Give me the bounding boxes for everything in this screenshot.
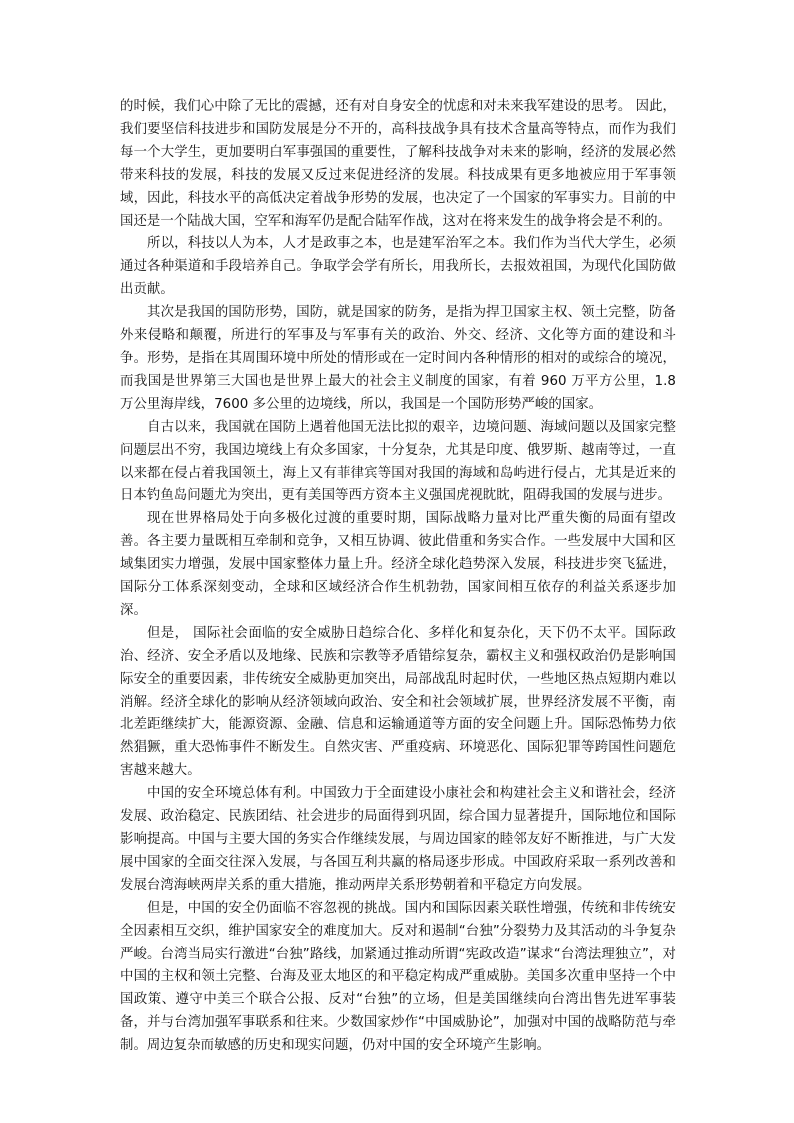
paragraph: 但是， 国际社会面临的安全威胁日趋综合化、多样化和复杂化，天下仍不太平。国际政治、经济、安全矛盾以及地缘、民族和宗教等矛盾错综复杂，霸权主义和强权政治仍是影响国际安全的重要因素，非传统安全威胁更加突出，局部战乱时起时伏，一些地区热点短期内难以消解。经济全球化的影响从经济领域向政治、安全和社会领域扩展，世界经济发展不平衡，南北差距继续扩大，能源资源、金融、信息和运输通道等方面的安全问题上升。国际恐怖势力依然猖獗，重大恐怖事件不断发生。自然灾害、严重疫病、环境恶化、国际犯罪等跨国性问题危害越来越大。 xyxy=(120,625,676,779)
paragraph: 现在世界格局处于向多极化过渡的重要时期，国际战略力量对比严重失衡的局面有望改善。各主要力量既相互牵制和竞争，又相互协调、彼此借重和务实合作。一些发展中大国和区域集团实力增强，发展中国家整体力量上升。经济全球化趋势深入发展，科技进步突飞猛进，国际分工体系深刻变动，全球和区域经济合作生机勃勃，国家间相互依存的利益关系逐步加深。 xyxy=(120,511,676,618)
paragraph: 其次是我国的国防形势，国防，就是国家的防务，是指为捍卫国家主权、领土完整，防备外来侵略和颠覆，所进行的军事及与军事有关的政治、外交、经济、文化等方面的建设和斗争。形势，是指在其周围环境中所处的情形或在一定时间内各种情形的相对的或综合的境况，而我国是世界第三大国也是世界上最大的社会主义制度的国家，有着 960 万平方公里，1.8 万公里海岸线，7600 多公里的边境线，所以，我国是一个国防形势严峻的国家。 xyxy=(120,305,676,412)
paragraph: 但是，中国的安全仍面临不容忽视的挑战。国内和国际因素关联性增强，传统和非传统安全因素相互交织，维护国家安全的难度加大。反对和遏制“台独”分裂势力及其活动的斗争复杂严峻。台湾当局实行激进“台独”路线，加紧通过推动所谓“宪政改造”谋求“台湾法理独立”，对中国的主权和领土完整、台海及亚太地区的和平稳定构成严重威胁。美国多次重申坚持一个中国政策、遵守中美三个联合公报、反对“台独”的立场，但是美国继续向台湾出售先进军事装备，并与台湾加强军事联系和往来。少数国家炒作“中国威胁论”，加强对中国的战略防范与牵制。周边复杂而敏感的历史和现实问题，仍对中国的安全环境产生影响。 xyxy=(120,900,676,1054)
paragraph: 中国的安全环境总体有利。中国致力于全面建设小康社会和构建社会主义和谐社会，经济发展、政治稳定、民族团结、社会进步的局面得到巩固，综合国力显著提升，国际地位和国际影响提高。中国与主要大国的务实合作继续发展，与周边国家的睦邻友好不断推进，与广大发展中国家的全面交往深入发展，与各国互利共赢的格局逐步形成。中国政府采取一系列改善和发展台湾海峡两岸关系的重大措施，推动两岸关系形势朝着和平稳定方向发展。 xyxy=(120,786,676,893)
document-body xyxy=(120,96,676,1058)
paragraph: 自古以来，我国就在国防上遇着他国无法比拟的艰辛，边境问题、海域问题以及国家完整问题层出不穷，我国边境线上有众多国家，十分复杂，尤其是印度、俄罗斯、越南等过，一直以来都在侵占着我国领土，海上又有菲律宾等国对我国的海域和岛屿进行侵占，尤其是近来的日本钓鱼岛问题尤为突出，更有美国等西方资本主义强国虎视眈眈，阻碍我国的发展与进步。 xyxy=(120,419,676,504)
paragraph: 的时候，我们心中除了无比的震撼，还有对自身安全的忧虑和对未来我军建设的思考。 因此，我们要坚信科技进步和国防发展是分不开的，高科技战争具有技术含量高等特点，而作为我们每一个大学生，更加要明白军事强国的重要性，了解科技战争对未来的影响，经济的发展必然带来科技的发展，科技的发展又反过来促进经济的发展。科技成果有更多地被应用于军事领域，因此，科技水平的高低决定着战争形势的发展，也决定了一个国家的军事实力。目前的中国还是一个陆战大国，空军和海军仍是配合陆军作战，这对在将来发生的战争将会是不利的。 xyxy=(120,99,676,229)
paragraph: 所以，科技以人为本，人才是政事之本，也是建军治军之本。我们作为当代大学生，必须通过各种渠道和手段培养自己。争取学会学有所长，用我所长，去报效祖国，为现代化国防做出贡献。 xyxy=(120,236,676,298)
